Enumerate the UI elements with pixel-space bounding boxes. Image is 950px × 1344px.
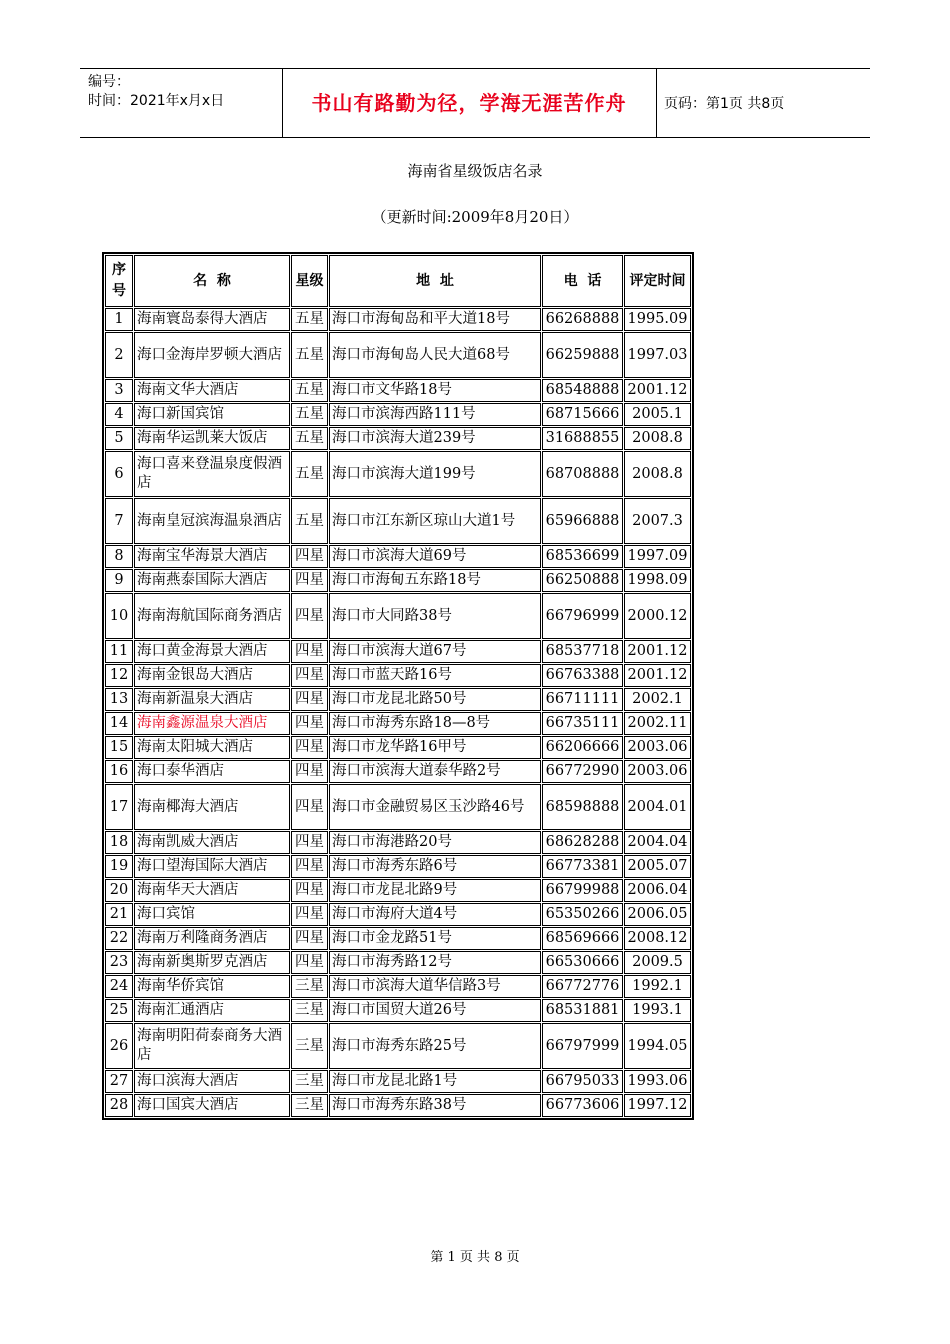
hotel-address: 海口市金融贸易区玉沙路46号: [329, 784, 541, 830]
header-meta: [88, 73, 224, 111]
table-row: [105, 379, 691, 402]
rating-date: 2001.12: [624, 664, 691, 687]
hotel-address: 海口市滨海大道69号: [329, 545, 541, 568]
row-number: 3: [105, 379, 133, 402]
star-rating: 五星: [291, 427, 328, 450]
rating-date: 2006.05: [624, 903, 691, 926]
hotel-name: 海南椰海大酒店: [134, 784, 290, 830]
row-number: 19: [105, 855, 133, 878]
hotel-phone: 66735111: [542, 712, 623, 735]
hotel-phone: 66711111: [542, 688, 623, 711]
hotel-phone: 68708888: [542, 451, 623, 497]
table-row: [105, 760, 691, 783]
rating-date: 2005.07: [624, 855, 691, 878]
rating-date: 1997.12: [624, 1094, 691, 1117]
hotel-name: 海口黄金海景大酒店: [134, 640, 290, 663]
header-no: 序 号: [105, 255, 133, 307]
table-row: [105, 903, 691, 926]
row-number: 24: [105, 975, 133, 998]
star-rating: 五星: [291, 308, 328, 331]
hotel-address: 海口市滨海大道239号: [329, 427, 541, 450]
hotel-phone: 68628288: [542, 831, 623, 854]
hotel-name: 海南华侨宾馆: [134, 975, 290, 998]
table-row: [105, 712, 691, 735]
rating-date: 2001.12: [624, 640, 691, 663]
rating-date: 1994.05: [624, 1023, 691, 1069]
row-number: 13: [105, 688, 133, 711]
hotel-name: 海南皇冠滨海温泉酒店: [134, 498, 290, 544]
hotel-address: 海口市滨海大道华信路3号: [329, 975, 541, 998]
header-address: 地 址: [329, 255, 541, 307]
table-row: [105, 451, 691, 497]
hotel-address: 海口市蓝天路16号: [329, 664, 541, 687]
star-rating: 四星: [291, 640, 328, 663]
star-rating: 四星: [291, 903, 328, 926]
hotel-phone: 68548888: [542, 379, 623, 402]
table-header-row: [105, 255, 691, 307]
table-row: [105, 879, 691, 902]
table-row: [105, 308, 691, 331]
rating-date: 2004.01: [624, 784, 691, 830]
star-rating: 五星: [291, 332, 328, 378]
header-star: 星级: [291, 255, 328, 307]
rating-date: 1993.06: [624, 1070, 691, 1093]
star-rating: 三星: [291, 1070, 328, 1093]
hotel-address: 海口市国贸大道26号: [329, 999, 541, 1022]
row-number: 4: [105, 403, 133, 426]
table-row: [105, 569, 691, 592]
row-number: 2: [105, 332, 133, 378]
rating-date: 2007.3: [624, 498, 691, 544]
row-number: 22: [105, 927, 133, 950]
star-rating: 四星: [291, 545, 328, 568]
hotel-phone: 66268888: [542, 308, 623, 331]
row-number: 7: [105, 498, 133, 544]
hotel-name: 海口金海岸罗顿大酒店: [134, 332, 290, 378]
row-number: 6: [105, 451, 133, 497]
hotel-name: 海南寰岛泰得大酒店: [134, 308, 290, 331]
hotel-name: 海口泰华酒店: [134, 760, 290, 783]
hotel-address: 海口市滨海大道泰华路2号: [329, 760, 541, 783]
table-row: [105, 975, 691, 998]
hotel-phone: 68598888: [542, 784, 623, 830]
hotel-phone: 66259888: [542, 332, 623, 378]
hotel-address: 海口市海秀东路25号: [329, 1023, 541, 1069]
hotel-address: 海口市海秀东路18—8号: [329, 712, 541, 735]
hotel-name: 海南新奥斯罗克酒店: [134, 951, 290, 974]
hotel-name: 海口滨海大酒店: [134, 1070, 290, 1093]
table-row: [105, 1094, 691, 1117]
hotel-name: 海南明阳荷泰商务大酒店: [134, 1023, 290, 1069]
rating-date: 2004.04: [624, 831, 691, 854]
page-footer: 第 1 页 共 8 页: [430, 1250, 520, 1265]
table-row: [105, 951, 691, 974]
hotel-phone: 66795033: [542, 1070, 623, 1093]
rating-date: 1995.09: [624, 308, 691, 331]
rating-date: 2008.8: [624, 451, 691, 497]
row-number: 23: [105, 951, 133, 974]
header-code: 编号：: [88, 74, 130, 90]
header-motto: 书山有路勤为径，学海无涯苦作舟: [311, 91, 627, 115]
hotel-name: 海口喜来登温泉度假酒店: [134, 451, 290, 497]
star-rating: 四星: [291, 688, 328, 711]
hotel-address: 海口市大同路38号: [329, 593, 541, 639]
hotel-address: 海口市海甸岛人民大道68号: [329, 332, 541, 378]
hotel-name: 海南万利隆商务酒店: [134, 927, 290, 950]
table-row: [105, 403, 691, 426]
rating-date: 1997.09: [624, 545, 691, 568]
row-number: 1: [105, 308, 133, 331]
star-rating: 四星: [291, 784, 328, 830]
star-rating: 四星: [291, 760, 328, 783]
document-title: 海南省星级饭店名录: [407, 162, 543, 180]
hotel-phone: 66530666: [542, 951, 623, 974]
row-number: 25: [105, 999, 133, 1022]
table-row: [105, 1070, 691, 1093]
table-row: [105, 640, 691, 663]
hotel-address: 海口市滨海西路111号: [329, 403, 541, 426]
hotel-name: 海南金银岛大酒店: [134, 664, 290, 687]
row-number: 15: [105, 736, 133, 759]
hotel-address: 海口市海甸岛和平大道18号: [329, 308, 541, 331]
hotel-address: 海口市文华路18号: [329, 379, 541, 402]
hotel-address: 海口市海府大道4号: [329, 903, 541, 926]
hotel-name: 海南太阳城大酒店: [134, 736, 290, 759]
hotel-name: 海南汇通酒店: [134, 999, 290, 1022]
row-number: 26: [105, 1023, 133, 1069]
hotel-address: 海口市滨海大道67号: [329, 640, 541, 663]
hotel-address: 海口市海秀东路6号: [329, 855, 541, 878]
row-number: 20: [105, 879, 133, 902]
star-rating: 四星: [291, 736, 328, 759]
hotel-phone: 66796999: [542, 593, 623, 639]
hotel-phone: 66799988: [542, 879, 623, 902]
row-number: 12: [105, 664, 133, 687]
rating-date: 2008.8: [624, 427, 691, 450]
table-row: [105, 831, 691, 854]
hotel-phone: 66773381: [542, 855, 623, 878]
table-row: [105, 688, 691, 711]
table-row: [105, 736, 691, 759]
header-time: 时间：2021年x月x日: [88, 93, 225, 109]
hotel-phone: 66797999: [542, 1023, 623, 1069]
hotel-address: 海口市海秀东路38号: [329, 1094, 541, 1117]
header-date: 评定时间: [624, 255, 691, 307]
table-row: [105, 545, 691, 568]
hotel-name: 海南华运凯莱大饭店: [134, 427, 290, 450]
rating-date: 2008.12: [624, 927, 691, 950]
hotel-address: 海口市龙华路16甲号: [329, 736, 541, 759]
row-number: 9: [105, 569, 133, 592]
hotel-phone: 68536699: [542, 545, 623, 568]
star-rating: 四星: [291, 712, 328, 735]
hotel-address: 海口市龙昆北路9号: [329, 879, 541, 902]
rating-date: 1993.1: [624, 999, 691, 1022]
hotel-address: 海口市龙昆北路50号: [329, 688, 541, 711]
hotel-name: 海南海航国际商务酒店: [134, 593, 290, 639]
row-number: 14: [105, 712, 133, 735]
header-name: 名 称: [134, 255, 290, 307]
rating-date: 1997.03: [624, 332, 691, 378]
hotel-phone: 66763388: [542, 664, 623, 687]
hotel-address: 海口市龙昆北路1号: [329, 1070, 541, 1093]
row-number: 5: [105, 427, 133, 450]
rating-date: 2003.06: [624, 736, 691, 759]
table-row: [105, 1023, 691, 1069]
hotel-phone: 65966888: [542, 498, 623, 544]
hotel-address: 海口市滨海大道199号: [329, 451, 541, 497]
hotel-phone: 68715666: [542, 403, 623, 426]
hotel-phone: 66206666: [542, 736, 623, 759]
star-rating: 三星: [291, 1094, 328, 1117]
star-rating: 三星: [291, 999, 328, 1022]
hotel-address: 海口市金龙路51号: [329, 927, 541, 950]
hotel-name: 海口宾馆: [134, 903, 290, 926]
table-body: [105, 308, 691, 1117]
star-rating: 五星: [291, 498, 328, 544]
hotel-address: 海口市海港路20号: [329, 831, 541, 854]
table-row: [105, 855, 691, 878]
star-rating: 四星: [291, 879, 328, 902]
table-row: [105, 498, 691, 544]
table-row: [105, 999, 691, 1022]
row-number: 16: [105, 760, 133, 783]
star-rating: 三星: [291, 1023, 328, 1069]
page-header: [80, 68, 870, 138]
hotel-name: 海南宝华海景大酒店: [134, 545, 290, 568]
star-rating: 四星: [291, 593, 328, 639]
hotel-name: 海口新国宾馆: [134, 403, 290, 426]
star-rating: 五星: [291, 403, 328, 426]
rating-date: 2006.04: [624, 879, 691, 902]
star-rating: 四星: [291, 664, 328, 687]
rating-date: 1998.09: [624, 569, 691, 592]
hotel-phone: 68531881: [542, 999, 623, 1022]
hotel-name: 海南新温泉大酒店: [134, 688, 290, 711]
table-row: [105, 927, 691, 950]
header-divider-right: [656, 69, 657, 137]
row-number: 8: [105, 545, 133, 568]
rating-date: 1992.1: [624, 975, 691, 998]
rating-date: 2005.1: [624, 403, 691, 426]
hotel-phone: 68537718: [542, 640, 623, 663]
hotel-address: 海口市江东新区琼山大道1号: [329, 498, 541, 544]
table-row: [105, 784, 691, 830]
star-rating: 四星: [291, 831, 328, 854]
star-rating: 四星: [291, 951, 328, 974]
row-number: 18: [105, 831, 133, 854]
rating-date: 2009.5: [624, 951, 691, 974]
table-row: [105, 593, 691, 639]
star-rating: 五星: [291, 451, 328, 497]
row-number: 21: [105, 903, 133, 926]
row-number: 28: [105, 1094, 133, 1117]
star-rating: 四星: [291, 855, 328, 878]
rating-date: 2000.12: [624, 593, 691, 639]
star-rating: 三星: [291, 975, 328, 998]
hotel-phone: 68569666: [542, 927, 623, 950]
row-number: 27: [105, 1070, 133, 1093]
table-row: [105, 664, 691, 687]
header-page-info: 页码：第1页 共8页: [664, 96, 785, 112]
rating-date: 2002.11: [624, 712, 691, 735]
hotel-phone: 66772776: [542, 975, 623, 998]
hotel-name: 海口望海国际大酒店: [134, 855, 290, 878]
row-number: 10: [105, 593, 133, 639]
hotel-phone: 66772990: [542, 760, 623, 783]
header-phone: 电 话: [542, 255, 623, 307]
rating-date: 2003.06: [624, 760, 691, 783]
hotel-phone: 65350266: [542, 903, 623, 926]
hotel-address: 海口市海甸五东路18号: [329, 569, 541, 592]
rating-date: 2001.12: [624, 379, 691, 402]
star-rating: 四星: [291, 569, 328, 592]
table-row: [105, 427, 691, 450]
table-row: [105, 332, 691, 378]
rating-date: 2002.1: [624, 688, 691, 711]
hotel-phone: 31688855: [542, 427, 623, 450]
hotel-name: 海南燕泰国际大酒店: [134, 569, 290, 592]
hotel-name: 海南凯威大酒店: [134, 831, 290, 854]
hotel-name: 海南华天大酒店: [134, 879, 290, 902]
row-number: 17: [105, 784, 133, 830]
star-rating: 五星: [291, 379, 328, 402]
hotel-phone: 66250888: [542, 569, 623, 592]
hotel-name: 海口国宾大酒店: [134, 1094, 290, 1117]
hotel-phone: 66773606: [542, 1094, 623, 1117]
hotel-name: 海南鑫源温泉大酒店: [134, 712, 290, 735]
hotel-address: 海口市海秀路12号: [329, 951, 541, 974]
star-rating: 四星: [291, 927, 328, 950]
document-subtitle: （更新时间:2009年8月20日）: [371, 208, 579, 226]
hotel-name: 海南文华大酒店: [134, 379, 290, 402]
row-number: 11: [105, 640, 133, 663]
hotel-table: [102, 252, 694, 1120]
